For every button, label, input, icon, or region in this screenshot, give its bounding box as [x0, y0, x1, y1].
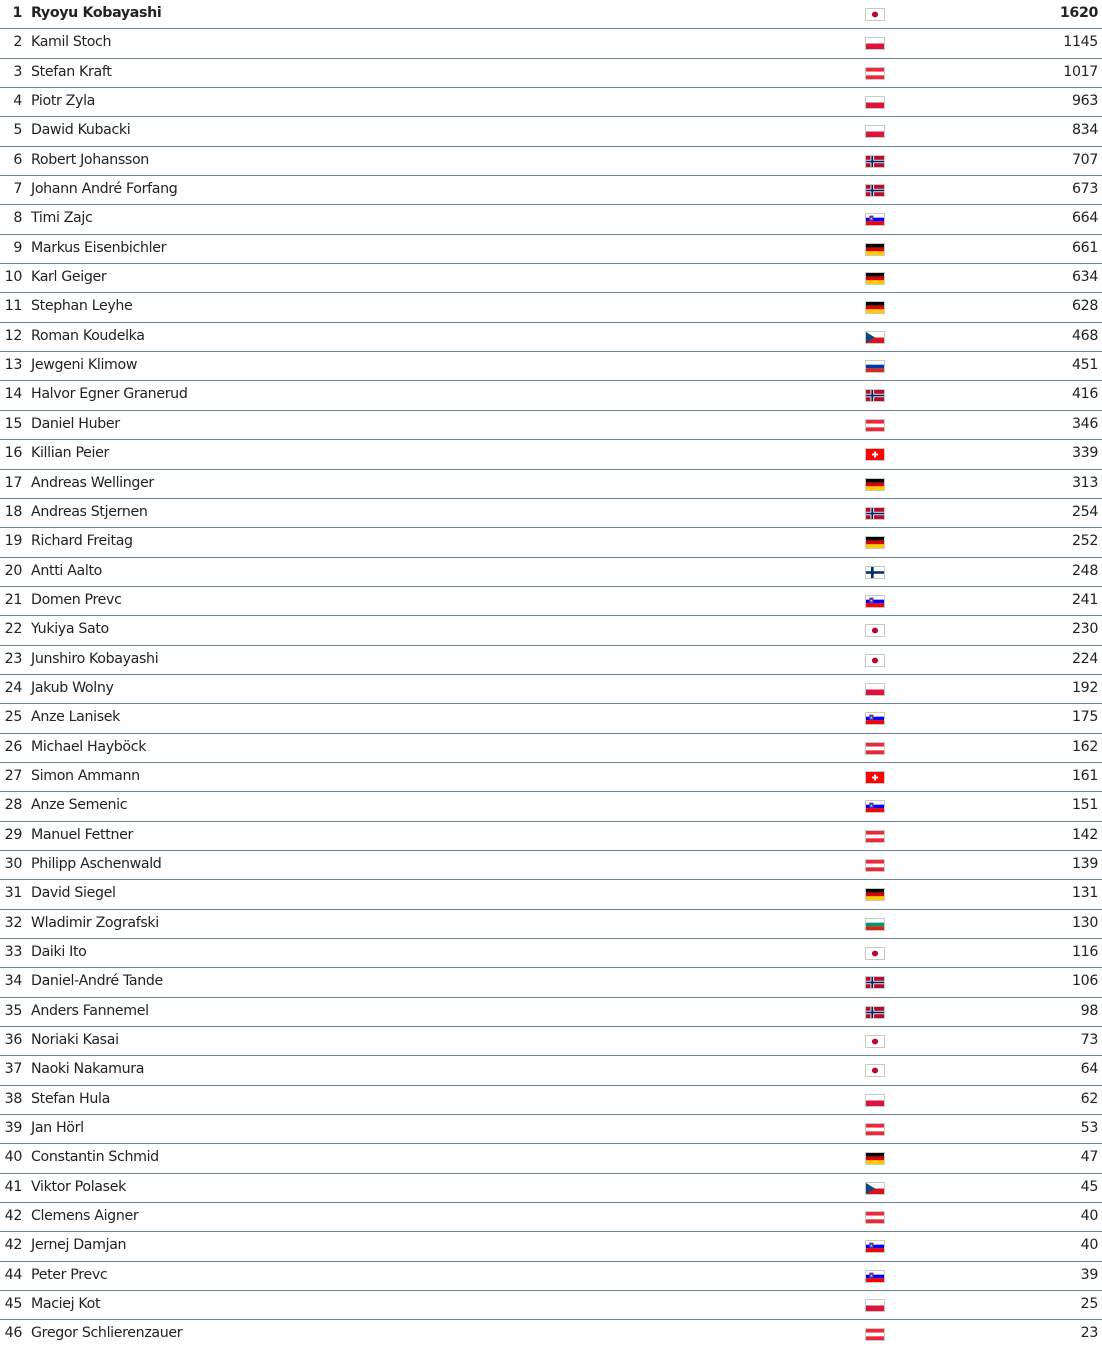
athlete-name: Robert Johansson	[31, 151, 149, 168]
athlete-name: Antti Aalto	[31, 562, 103, 579]
table-row	[0, 411, 1102, 440]
flag-icon-slo	[865, 800, 885, 813]
table-row	[0, 587, 1102, 616]
rank-cell: 14	[4, 386, 22, 403]
rank-cell: 25	[4, 709, 22, 726]
points-cell: 248	[1071, 562, 1098, 579]
rank-cell: 13	[4, 357, 22, 374]
flag-icon-jpn	[865, 1064, 885, 1077]
table-row	[0, 880, 1102, 909]
rank-cell: 40	[4, 1149, 22, 1166]
points-cell: 53	[1080, 1120, 1098, 1137]
athlete-name: Anze Semenic	[31, 797, 128, 814]
points-cell: 39	[1080, 1266, 1098, 1283]
rank-cell: 1	[12, 5, 22, 21]
table-row	[0, 59, 1102, 88]
points-cell: 64	[1080, 1061, 1098, 1078]
athlete-name: Anze Lanisek	[31, 709, 121, 726]
table-row	[0, 910, 1102, 939]
flag-icon-aut	[865, 1211, 885, 1224]
flag-icon-pol	[865, 125, 885, 138]
flag-icon-nor	[865, 976, 885, 989]
rank-cell: 42	[4, 1237, 22, 1254]
flag-icon-fin	[865, 566, 885, 579]
rank-cell: 7	[13, 181, 22, 198]
table-row	[0, 1320, 1102, 1348]
points-cell: 192	[1071, 679, 1098, 696]
flag-icon-cze	[865, 1182, 885, 1195]
flag-icon-aut	[865, 859, 885, 872]
athlete-name: Stephan Leyhe	[31, 298, 133, 315]
points-cell: 73	[1080, 1032, 1098, 1049]
athlete-name: Constantin Schmid	[31, 1149, 159, 1166]
table-row	[0, 1262, 1102, 1291]
rank-cell: 22	[4, 621, 22, 638]
rank-cell: 9	[13, 239, 22, 256]
athlete-name: Dawid Kubacki	[31, 122, 131, 139]
athlete-name: Clemens Aigner	[31, 1208, 139, 1225]
athlete-name: Markus Eisenbichler	[31, 239, 167, 256]
table-row	[0, 381, 1102, 410]
flag-icon-ger	[865, 536, 885, 549]
points-cell: 45	[1080, 1178, 1098, 1195]
athlete-name: Andreas Stjernen	[31, 503, 148, 520]
athlete-name: Roman Koudelka	[31, 327, 145, 344]
flag-icon-cze	[865, 331, 885, 344]
rank-cell: 38	[4, 1090, 22, 1107]
points-cell: 346	[1071, 415, 1098, 432]
flag-icon-ger	[865, 243, 885, 256]
athlete-name: Junshiro Kobayashi	[31, 650, 159, 667]
table-row	[0, 470, 1102, 499]
points-cell: 1017	[1063, 63, 1098, 80]
rank-cell: 28	[4, 797, 22, 814]
table-row	[0, 352, 1102, 381]
points-cell: 1145	[1063, 34, 1098, 51]
athlete-name: Piotr Zyla	[31, 93, 96, 110]
rank-cell: 42	[4, 1208, 22, 1225]
rank-cell: 34	[4, 973, 22, 990]
flag-icon-pol	[865, 1094, 885, 1107]
points-cell: 673	[1071, 181, 1098, 198]
athlete-name: Killian Peier	[31, 445, 109, 462]
points-cell: 339	[1071, 445, 1098, 462]
table-row	[0, 616, 1102, 645]
athlete-name: Jernej Damjan	[31, 1237, 127, 1254]
table-row	[0, 1086, 1102, 1115]
flag-icon-aut	[865, 830, 885, 843]
points-cell: 106	[1071, 973, 1098, 990]
table-row	[0, 1203, 1102, 1232]
table-row	[0, 558, 1102, 587]
table-row	[0, 675, 1102, 704]
rank-cell: 44	[4, 1266, 22, 1283]
table-row	[0, 117, 1102, 146]
flag-icon-rus	[865, 360, 885, 373]
athlete-name: Maciej Kot	[31, 1296, 101, 1313]
athlete-name: Domen Prevc	[31, 591, 122, 608]
points-cell: 161	[1071, 767, 1098, 784]
athlete-name: Timi Zajc	[31, 210, 93, 227]
athlete-name: Stefan Hula	[31, 1090, 110, 1107]
athlete-name: Gregor Schlierenzauer	[31, 1325, 183, 1342]
rank-cell: 37	[4, 1061, 22, 1078]
rank-cell: 8	[13, 210, 22, 227]
table-row	[0, 440, 1102, 469]
points-cell: 451	[1071, 357, 1098, 374]
points-cell: 416	[1071, 386, 1098, 403]
athlete-name: Johann André Forfang	[31, 181, 178, 198]
athlete-name: Daniel Huber	[31, 415, 120, 432]
flag-icon-pol	[865, 96, 885, 109]
points-cell: 139	[1071, 855, 1098, 872]
table-row	[0, 499, 1102, 528]
points-cell: 664	[1071, 210, 1098, 227]
flag-icon-bul	[865, 918, 885, 931]
flag-icon-slo	[865, 1240, 885, 1253]
athlete-name: Jan Hörl	[31, 1120, 84, 1137]
athlete-name: Karl Geiger	[31, 269, 107, 286]
points-cell: 162	[1071, 738, 1098, 755]
flag-icon-aut	[865, 1328, 885, 1341]
points-cell: 1620	[1059, 5, 1098, 21]
athlete-name: Michael Hayböck	[31, 738, 147, 755]
rank-cell: 3	[13, 63, 22, 80]
flag-icon-jpn	[865, 1035, 885, 1048]
points-cell: 116	[1071, 944, 1098, 960]
table-row	[0, 1144, 1102, 1173]
points-cell: 47	[1080, 1149, 1098, 1166]
points-cell: 634	[1071, 269, 1098, 286]
rank-cell: 35	[4, 1002, 22, 1019]
athlete-name: Manuel Fettner	[31, 826, 133, 843]
rank-cell: 12	[4, 327, 22, 344]
athlete-name: Daiki Ito	[31, 944, 87, 960]
flag-icon-nor	[865, 507, 885, 520]
flag-icon-ger	[865, 888, 885, 901]
flag-icon-nor	[865, 1006, 885, 1019]
rank-cell: 41	[4, 1178, 22, 1195]
points-cell: 241	[1071, 591, 1098, 608]
table-row	[0, 205, 1102, 234]
rank-cell: 18	[4, 503, 22, 520]
flag-icon-nor	[865, 184, 885, 197]
flag-icon-slo	[865, 1270, 885, 1283]
rank-cell: 46	[4, 1325, 22, 1342]
athlete-name: Anders Fannemel	[31, 1002, 149, 1019]
points-cell: 468	[1071, 327, 1098, 344]
points-cell: 62	[1080, 1090, 1098, 1107]
rank-cell: 33	[4, 944, 22, 960]
points-cell: 707	[1071, 151, 1098, 168]
table-row	[0, 734, 1102, 763]
table-row	[0, 528, 1102, 557]
table-row	[0, 1174, 1102, 1203]
athlete-name: Wladimir Zografski	[31, 914, 159, 931]
flag-icon-aut	[865, 742, 885, 755]
table-row	[0, 1291, 1102, 1320]
athlete-name: David Siegel	[31, 885, 116, 902]
flag-icon-aut	[865, 1123, 885, 1136]
flag-icon-slo	[865, 595, 885, 608]
flag-icon-nor	[865, 389, 885, 402]
rank-cell: 24	[4, 679, 22, 696]
rank-cell: 30	[4, 855, 22, 872]
athlete-name: Philipp Aschenwald	[31, 855, 162, 872]
flag-icon-ger	[865, 478, 885, 491]
table-row	[0, 998, 1102, 1027]
flag-icon-jpn	[865, 8, 885, 21]
rank-cell: 15	[4, 415, 22, 432]
points-cell: 254	[1071, 503, 1098, 520]
flag-icon-jpn	[865, 654, 885, 667]
rank-cell: 2	[13, 34, 22, 51]
table-row	[0, 0, 1102, 29]
flag-icon-pol	[865, 1299, 885, 1312]
points-cell: 313	[1071, 474, 1098, 491]
points-cell: 40	[1080, 1208, 1098, 1225]
rank-cell: 17	[4, 474, 22, 491]
flag-icon-ger	[865, 1152, 885, 1165]
athlete-name: Stefan Kraft	[31, 63, 112, 80]
athlete-name: Halvor Egner Granerud	[31, 386, 188, 403]
points-cell: 142	[1071, 826, 1098, 843]
table-row	[0, 235, 1102, 264]
athlete-name: Noriaki Kasai	[31, 1032, 119, 1049]
rank-cell: 20	[4, 562, 22, 579]
athlete-name: Simon Ammann	[31, 767, 140, 784]
table-row	[0, 176, 1102, 205]
flag-icon-sui	[865, 448, 885, 461]
table-row	[0, 968, 1102, 997]
points-cell: 628	[1071, 298, 1098, 315]
athlete-name: Kamil Stoch	[31, 34, 112, 51]
rank-cell: 19	[4, 533, 22, 550]
points-cell: 23	[1080, 1325, 1098, 1342]
rank-cell: 5	[13, 122, 22, 139]
athlete-name: Jakub Wolny	[31, 679, 114, 696]
rank-cell: 26	[4, 738, 22, 755]
athlete-name: Viktor Polasek	[31, 1178, 126, 1195]
rank-cell: 23	[4, 650, 22, 667]
table-row	[0, 88, 1102, 117]
table-row	[0, 293, 1102, 322]
athlete-name: Richard Freitag	[31, 533, 133, 550]
rank-cell: 6	[13, 151, 22, 168]
flag-icon-slo	[865, 213, 885, 226]
table-row	[0, 1115, 1102, 1144]
flag-icon-nor	[865, 155, 885, 168]
table-row	[0, 822, 1102, 851]
points-cell: 175	[1071, 709, 1098, 726]
points-cell: 98	[1080, 1002, 1098, 1019]
table-row	[0, 763, 1102, 792]
points-cell: 230	[1071, 621, 1098, 638]
points-cell: 40	[1080, 1237, 1098, 1254]
table-row	[0, 939, 1102, 968]
flag-icon-jpn	[865, 947, 885, 960]
rank-cell: 31	[4, 885, 22, 902]
points-cell: 224	[1071, 650, 1098, 667]
points-cell: 151	[1071, 797, 1098, 814]
flag-icon-aut	[865, 419, 885, 432]
table-row	[0, 1027, 1102, 1056]
flag-icon-ger	[865, 272, 885, 285]
athlete-name: Ryoyu Kobayashi	[31, 5, 162, 21]
flag-icon-jpn	[865, 624, 885, 637]
athlete-name: Peter Prevc	[31, 1266, 108, 1283]
points-cell: 963	[1071, 93, 1098, 110]
athlete-name: Andreas Wellinger	[31, 474, 154, 491]
flag-icon-pol	[865, 37, 885, 50]
table-row	[0, 851, 1102, 880]
table-row	[0, 147, 1102, 176]
rank-cell: 11	[4, 298, 22, 315]
points-cell: 25	[1080, 1296, 1098, 1313]
athlete-name: Naoki Nakamura	[31, 1061, 145, 1078]
flag-icon-sui	[865, 771, 885, 784]
flag-icon-pol	[865, 683, 885, 696]
table-row	[0, 646, 1102, 675]
points-cell: 130	[1071, 914, 1098, 931]
table-row	[0, 29, 1102, 58]
flag-icon-slo	[865, 712, 885, 725]
rank-cell: 16	[4, 445, 22, 462]
table-row	[0, 792, 1102, 821]
table-row	[0, 1056, 1102, 1085]
rank-cell: 4	[13, 93, 22, 110]
points-cell: 131	[1071, 885, 1098, 902]
table-row	[0, 704, 1102, 733]
rank-cell: 36	[4, 1032, 22, 1049]
athlete-name: Yukiya Sato	[31, 621, 109, 638]
points-cell: 252	[1071, 533, 1098, 550]
rank-cell: 29	[4, 826, 22, 843]
table-row	[0, 1232, 1102, 1261]
flag-icon-aut	[865, 67, 885, 80]
flag-icon-ger	[865, 301, 885, 314]
athlete-name: Daniel-André Tande	[31, 973, 163, 990]
table-row	[0, 323, 1102, 352]
points-cell: 834	[1071, 122, 1098, 139]
rank-cell: 10	[4, 269, 22, 286]
rank-cell: 32	[4, 914, 22, 931]
athlete-name: Jewgeni Klimow	[31, 357, 138, 374]
points-cell: 661	[1071, 239, 1098, 256]
rank-cell: 27	[4, 767, 22, 784]
table-row	[0, 264, 1102, 293]
rank-cell: 39	[4, 1120, 22, 1137]
rank-cell: 21	[4, 591, 22, 608]
rank-cell: 45	[4, 1296, 22, 1313]
